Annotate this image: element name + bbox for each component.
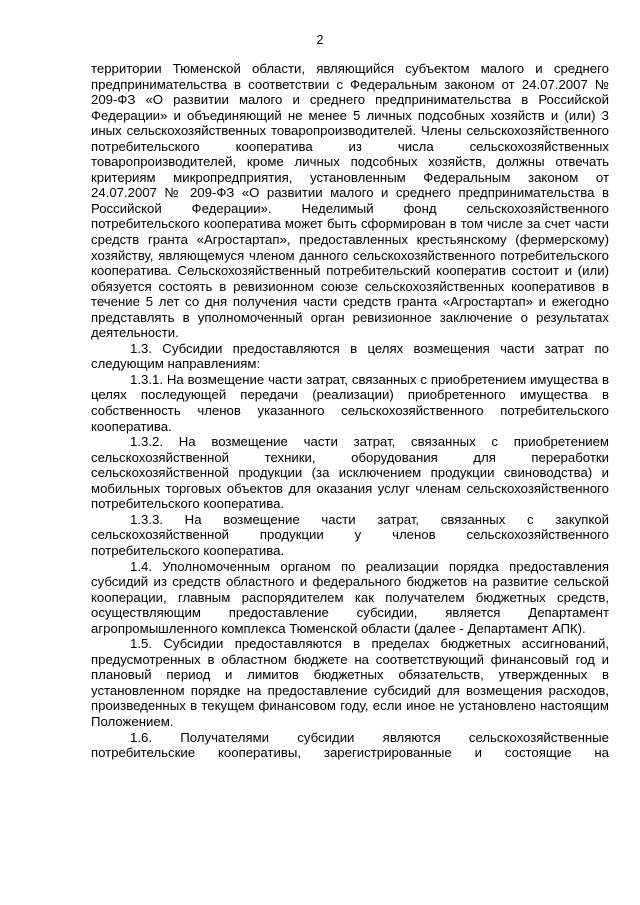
- paragraph-1-3-3: 1.3.3. На возмещение части затрат, связанных с закупкой сельскохозяйственной продукции у членов сельскохозяйственного потребительского кооператива.: [91, 511, 609, 558]
- paragraph-1-6: 1.6. Получателями субсидии являются сельскохозяйственные потребительские кооперативы, зарегистрированные и состоящие на: [91, 729, 609, 761]
- paragraph-continuation: территории Тюменской области, являющийся субъектом малого и среднего предпринимательства в соответствии с Федеральным законом от 24.07.2007 № 209-ФЗ «О развитии малого и среднего предпринимательства в Российской Федерации» и объединяющий не менее 5 личных подсобных хозяйств и (или) 3 иных сельскохозяйственных товаропроизводителей. Члены сельскохозяйственного потребительского кооператива из числа сельскохозяйственных товаропроизводителей, кроме личных подсобных хозяйств, должны отвечать критериям микропредприятия, установленным Федеральным законом от 24.07.2007 № 209-ФЗ «О развитии малого и среднего предпринимательства в Российской Федерации». Неделимый фонд сельскохозяйственного потребительского кооператива может быть сформирован в том числе за счет части средств гранта «Агростартап», предоставленных крестьянскому (фермерскому) хозяйству, являющемуся членом данного сельскохозяйственного потребительского кооператива. Сельскохозяйственный потребительский кооператив состоит и (или) обязуется состоять в ревизионном союзе сельскохозяйственных кооперативов в течение 5 лет со дня получения части средств гранта «Агростартап» и ежегодно представлять в уполномоченный орган ревизионное заключение о результатах деятельности.: [91, 61, 609, 341]
- paragraph-1-3-2: 1.3.2. На возмещение части затрат, связанных с приобретением сельскохозяйственной техники, оборудования для переработки сельскохозяйственной продукции (за исключением продукции свиноводства) и мобильных торговых объектов для оказания услуг членам сельскохозяйственного потребительского кооператива.: [91, 434, 609, 512]
- document-body: [91, 61, 609, 761]
- paragraph-1-5: 1.5. Субсидии предоставляются в пределах бюджетных ассигнований, предусмотренных в областном бюджете на соответствующий финансовый год и плановый период и лимитов бюджетных обязательств, утвержденных в установленном порядке на предоставление субсидий для возмещения расходов, произведенных в текущем финансовом году, если иное не установлено настоящим Положением.: [91, 636, 609, 729]
- paragraph-1-3: 1.3. Субсидии предоставляются в целях возмещения части затрат по следующим направлениям:: [91, 340, 609, 372]
- page-number: 2: [316, 33, 324, 47]
- paragraph-1-4: 1.4. Уполномоченным органом по реализации порядка предоставления субсидий из средств областного и федерального бюджетов на развитие сельской кооперации, главным распорядителем как получателем бюджетных средств, осуществляющим предоставление субсидии, является Департамент агропромышленного комплекса Тюменской области (далее - Департамент АПК).: [91, 558, 609, 636]
- paragraph-1-3-1: 1.3.1. На возмещение части затрат, связанных с приобретением имущества в целях последующей передачи (реализации) приобретенного имущества в собственность членов указанного сельскохозяйственного потребительского кооператива.: [91, 371, 609, 434]
